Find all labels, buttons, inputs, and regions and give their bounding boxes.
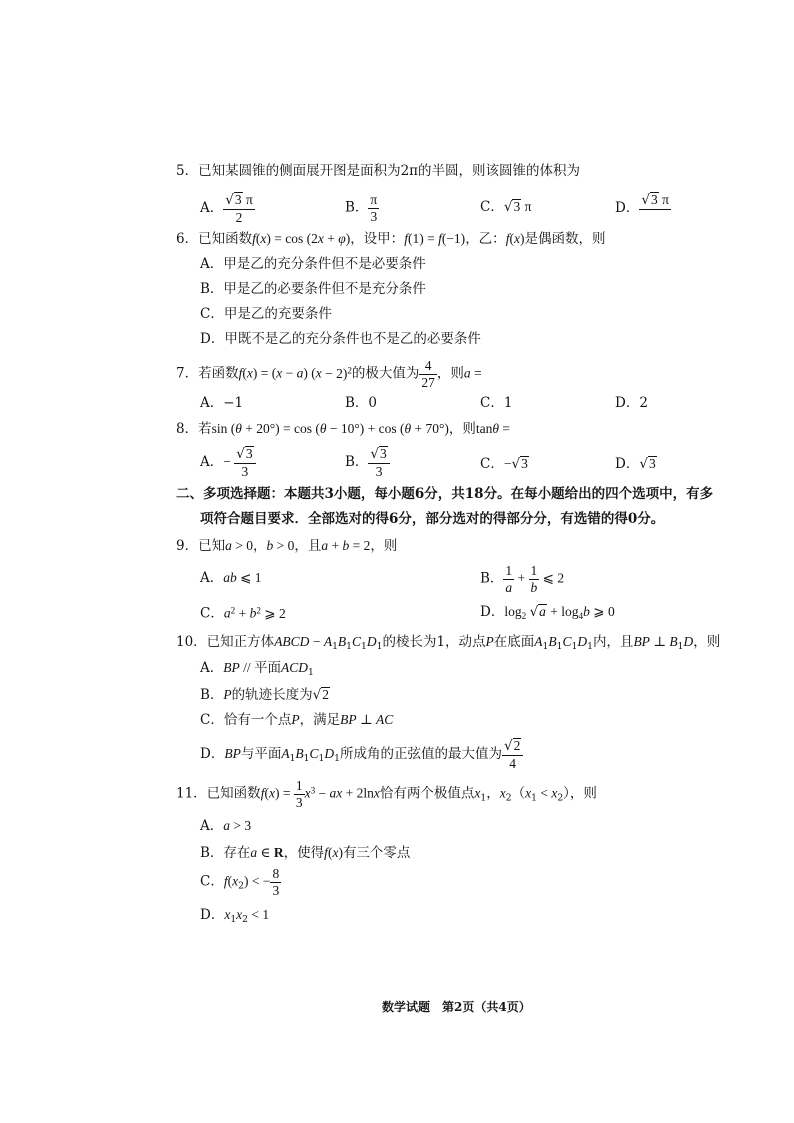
q5-c-label: C． [480,199,504,215]
q11-c-label: C． [200,873,224,890]
page-footer: 数学试题 第2页（共4页） [382,1000,531,1014]
q10-c-text-a: 恰有一个点 [223,712,292,728]
q8-option-c: C．−√3 [480,456,528,472]
q10-option-d: D．BP与平面$A_1B_1C_1D_1$所成角的正弦值的最大值为 $\frac{√2}{4}$ [200,738,523,771]
section2-heading-line1: 二、多项选择题：本题共3小题，每小题6分，共18分。在每小题给出的四个选项中，有多 [176,486,714,502]
q10-b-text: 的轨迹长度为 [231,687,313,703]
q11-option-b: B．存在a ∈ R，使得f(x)有三个零点 [200,845,411,861]
q5-option-d: D． √3 π [615,192,669,217]
q8-a-label: A． [200,454,224,471]
q9-stem-b: ，且 [294,538,322,554]
q10-option-b: B．P的轨迹长度为√2 [200,687,330,703]
q8-option-b: B． $\frac{√3}{3}$ [345,446,390,479]
q10-d-text-b: 所成角的正弦值的最大值为 [339,746,502,763]
q10-stem-d: 内，且 [592,634,634,650]
q11-stem-a: 11．已知函数 [176,785,261,802]
q11-b-text-c: 有三个零点 [342,845,411,861]
q10-stem: 10．已知正方体ABCD − $A_1B_1C_1D_1$的棱长为1，动点P在底面$A_1B_1C_1D_1$内，且BP ⊥ $B_1D$，则 [176,634,721,652]
q6-stem-c: ，乙： [465,231,506,247]
q10-b-label: B． [200,687,224,703]
q11-stem-c: ，则 [569,785,597,802]
q11-option-d: D．$x_1x_2 < 1$ [200,907,270,925]
q11-b-text-a: 存在 [223,845,251,861]
q7-stem-a: 7．若函数 [176,365,239,382]
q10-stem-e: ，则 [693,634,721,650]
q5-option-a: A． $\frac{√3 \pi}{2}$ [200,192,253,225]
q8-option-d: D．√3 [615,456,656,472]
q10-d-text-a: 与平面 [240,746,282,763]
q11-b-text-b: ，使得 [283,845,325,861]
q7-option-d: D．2 [615,395,648,411]
q9-stem-a: 9．已知 [176,538,226,554]
q11-b-label: B． [200,845,224,861]
q9-c-label: C． [200,605,224,622]
q11-option-c: C．$f(x_2)$ < − $\frac{8}{3}$ [200,866,280,898]
q8-stem: 8．若sin (θ + 20°) = cos (θ − 10°) + cos (θ + 70°)，则tanθ = [176,421,511,437]
q6-option-a: A．甲是乙的充分条件但不是必要条件 [200,256,426,272]
q5-stem: 5．已知某圆锥的侧面展开图是面积为2π的半圆，则该圆锥的体积为 [176,163,581,179]
q7-stem-c: ，则 [436,365,464,382]
q6-stem-d: 是偶函数，则 [524,231,606,247]
q6-option-b: B．甲是乙的必要条件但不是充分条件 [200,281,426,297]
q11-stem-b: 恰有两个极值点 [379,785,475,802]
q9-stem-c: ，则 [370,538,398,554]
q5-option-c: C．√3 π [480,199,532,215]
q6-stem-a: 6．已知函数 [176,231,253,247]
q10-a-label: A． [200,660,224,676]
q10-option-a: A．BP // 平面$ACD_1$ [200,660,314,678]
q10-c-label: C． [200,712,224,728]
q9-option-a: A．ab ⩽ 1 [200,570,262,586]
q10-c-text-b: ，满足 [299,712,341,728]
q6-stem-b: ，设甲： [350,231,405,247]
q9-option-d: D．$\log_2 √a + \log_4b$ ⩾ 0 [480,604,615,621]
q7-option-c: C．1 [480,395,513,411]
q10-option-c: C．恰有一个点P，满足BP ⊥ AC [200,712,394,728]
q6-option-c: C．甲是乙的充要条件 [200,306,332,322]
q8-c-label: C． [480,456,504,472]
q10-a-text: 平面 [254,660,282,676]
q6-option-d: D．甲既不是乙的充分条件也不是乙的必要条件 [200,331,481,347]
q9-option-b: B． $\frac{1}{a}$ + $\frac{1}{b}$ ⩽ 2 [480,563,565,595]
q5-a-label: A． [200,200,224,217]
q9-b-label: B． [480,570,504,587]
q11-d-label: D． [200,907,225,923]
q10-d-label: D． [200,746,225,763]
q11-option-a: A．a > 3 [200,818,252,834]
q11-stem: 11．已知函数f(x) = $\frac{1}{3}$ $x^3$ − ax + 2lnx恰有两个极值点$x_1$，$x_2(x_1 < x_2)$，则 [176,778,597,810]
q9-stem: 9．已知a > 0，b > 0，且a + b = 2，则 [176,538,398,554]
q9-option-c: C．$a^2 + b^2$ ⩾ 2 [200,605,286,622]
q11-a-label: A． [200,818,224,834]
q9-a-label: A． [200,570,224,586]
q8-option-a: A．− $\frac{√3}{3}$ [200,446,256,479]
q8-b-label: B． [345,454,369,471]
section2-heading-line2: 项符合题目要求．全部选对的得6分，部分选对的得部分分，有选错的得0分。 [200,511,665,527]
q7-option-b: B．0 [345,395,378,411]
q10-stem-c: 在底面 [493,634,535,650]
q10-stem-a: 10．已知正方体 [176,634,275,650]
q10-stem-b: 的棱长为1，动点 [382,634,486,650]
q7-stem: 7．若函数f(x) = (x − a) $(x - 2)^2$的极大值为 $\frac{4}{27}$ ，则a = [176,358,482,390]
q8-stem-b: ，则 [448,421,476,437]
q8-stem-a: 8．若 [176,421,212,437]
q6-stem: 6．已知函数f(x) = cos (2x + φ)，设甲：f(1) = f(−1)，乙：f(x)是偶函数，则 [176,231,606,247]
q5-b-label: B． [345,199,369,216]
q7-option-a: A．−1 [200,395,244,411]
q7-stem-b: 的极大值为 [351,365,420,382]
q9-d-label: D． [480,604,505,620]
q5-option-b: B． $\frac{\pi}{3}$ [345,192,378,224]
q5-d-label: D． [615,200,640,217]
q8-d-label: D． [615,456,640,472]
